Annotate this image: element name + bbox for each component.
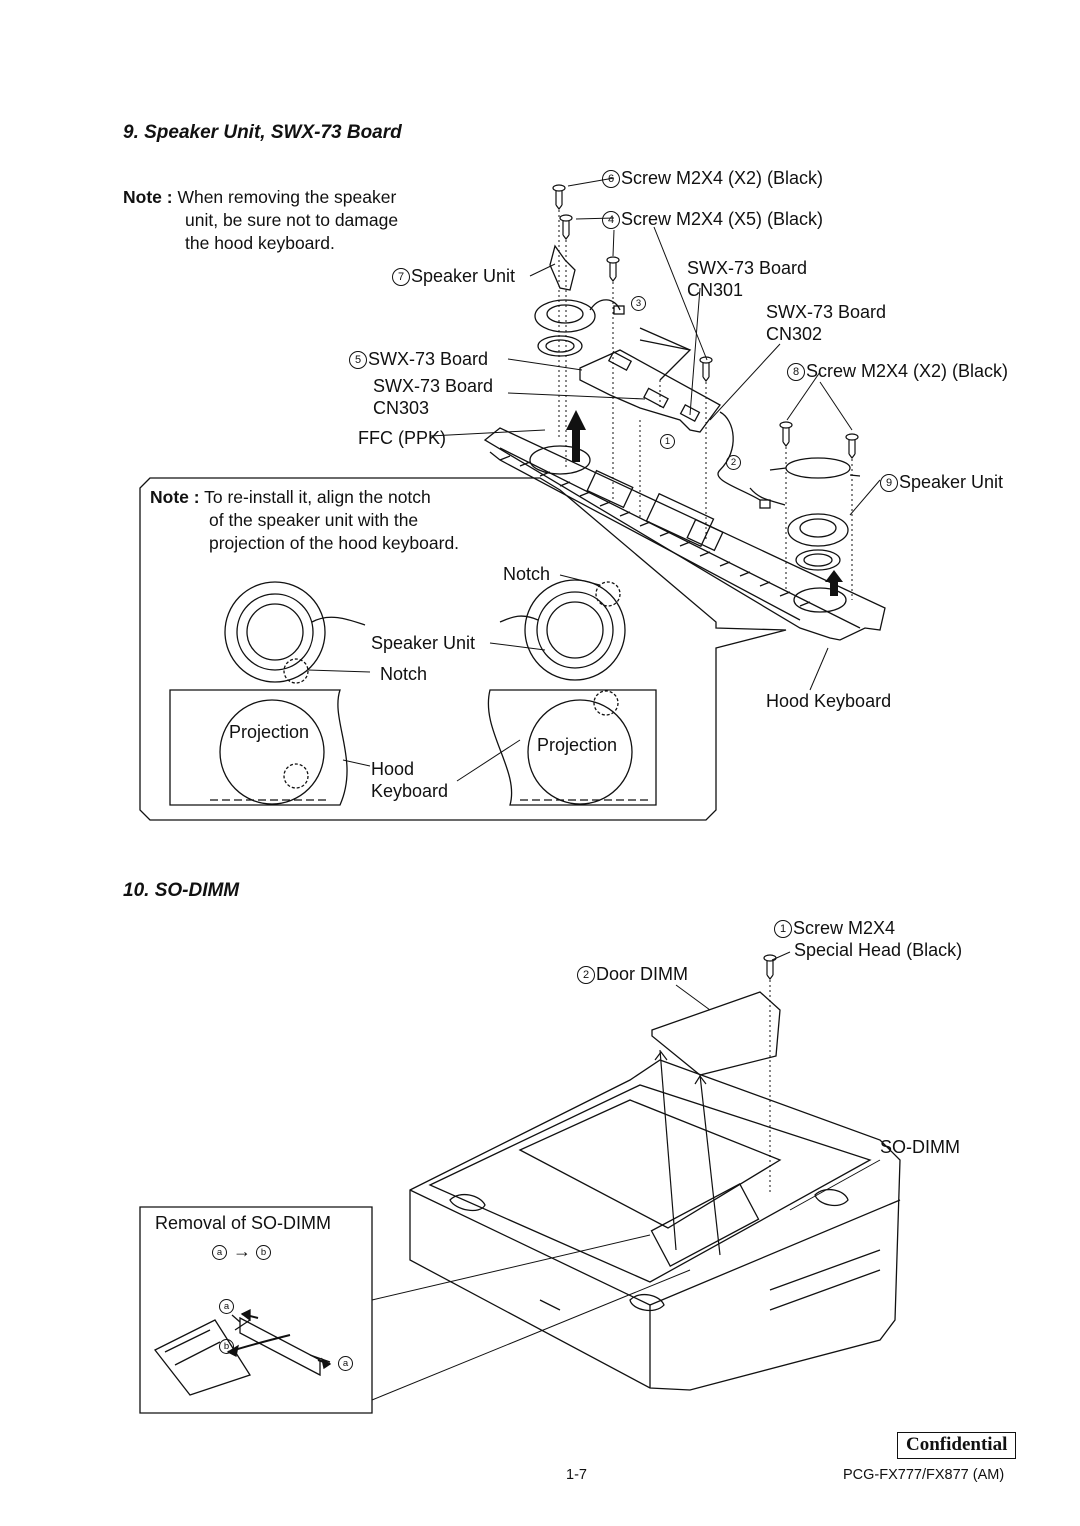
label-line: SWX-73 Board [687,258,808,278]
label-hood-keyboard: Hood Keyboard [766,691,892,711]
callout-number: 5 [349,351,367,369]
label-line: Hood [371,759,415,779]
callout-text: Screw M2X4 (X5) (Black) [621,209,824,229]
callout-text: Screw M2X4 [793,918,896,938]
door-dimm [652,992,780,1075]
callout-number: 1 [774,920,792,938]
step-b-marker: b [219,1339,234,1354]
section-10-title: 10. SO-DIMM [123,880,240,901]
sequence-arrow: → [233,1241,252,1261]
model-number: PCG-FX777/FX877 (AM) [843,1467,1005,1483]
callout-text: Screw M2X4 (X2) (Black) [621,168,824,188]
callout-number: 7 [392,268,410,286]
removal-title: Removal of SO-DIMM [155,1213,332,1233]
confidential-stamp: Confidential [897,1432,1016,1459]
label-projection-right: Projection [537,735,618,755]
removal-sequence [212,1240,272,1262]
note-line: projection of the hood keyboard. [209,533,460,553]
callout-speaker-9 [880,471,1003,493]
callout-board-5 [349,348,488,370]
callout-text: Special Head (Black) [794,940,963,960]
callout-screw-4 [602,208,823,230]
note-reinstall [150,486,459,555]
label-line: SWX-73 Board [766,302,887,322]
callout-number: 6 [602,170,620,188]
callout-number: 4 [602,211,620,229]
note-line: of the speaker unit with the [209,510,419,530]
label-line: CN303 [373,398,430,418]
note-line: unit, be sure not to damage [185,210,399,230]
section-9-title: 9. Speaker Unit, SWX-73 Board [123,122,402,143]
callout-screw-6 [602,167,823,189]
callout-screw-1 [774,917,962,961]
note-line: When removing the speaker [177,187,397,207]
step-a: a [212,1245,227,1260]
callout-text: SWX-73 Board [368,349,489,369]
callout-speaker-7 [392,265,515,287]
label-cn301 [687,257,807,301]
label-cn302 [766,301,886,345]
label-projection-left: Projection [229,722,310,742]
step-marker-2: 2 [726,455,741,470]
laptop-bottom [410,1060,900,1390]
label-ffc: FFC (PPK) [358,428,446,448]
note-line: the hood keyboard. [185,233,335,253]
label-speaker-unit: Speaker Unit [371,633,476,653]
label-hood-keyboard-detail [371,758,448,802]
label-line: SWX-73 Board [373,376,494,396]
label-line: CN301 [687,280,744,300]
label-cn303 [373,375,493,419]
callout-text: Speaker Unit [899,472,1004,492]
step-b: b [256,1245,271,1260]
callout-number: 8 [787,363,805,381]
callout-text: Screw M2X4 (X2) (Black) [806,361,1009,381]
note-prefix: Note : [150,487,200,507]
label-line: Keyboard [371,781,449,801]
step-a-marker: a [338,1356,353,1371]
note-line: To re-install it, align the notch [204,487,431,507]
step-marker-3: 3 [631,296,646,311]
page-number: 1-7 [566,1467,587,1483]
label-notch-top: Notch [503,564,551,584]
callout-text: Door DIMM [596,964,689,984]
note-removal [123,186,398,255]
callout-text: Speaker Unit [411,266,516,286]
step-a-marker: a [219,1299,234,1314]
hood-keyboard-strip [485,428,885,640]
label-so-dimm: SO-DIMM [880,1137,960,1157]
callout-number: 9 [880,474,898,492]
swx73-board [580,340,720,432]
so-dimm-removal-illustration [155,1310,330,1395]
callout-door-2 [577,963,688,985]
label-line: CN302 [766,324,823,344]
callout-number: 2 [577,966,595,984]
step-marker-1: 1 [660,434,675,449]
note-prefix: Note : [123,187,173,207]
removal-inset-box [140,1207,372,1413]
label-notch: Notch [380,664,428,684]
callout-screw-8 [787,360,1008,382]
